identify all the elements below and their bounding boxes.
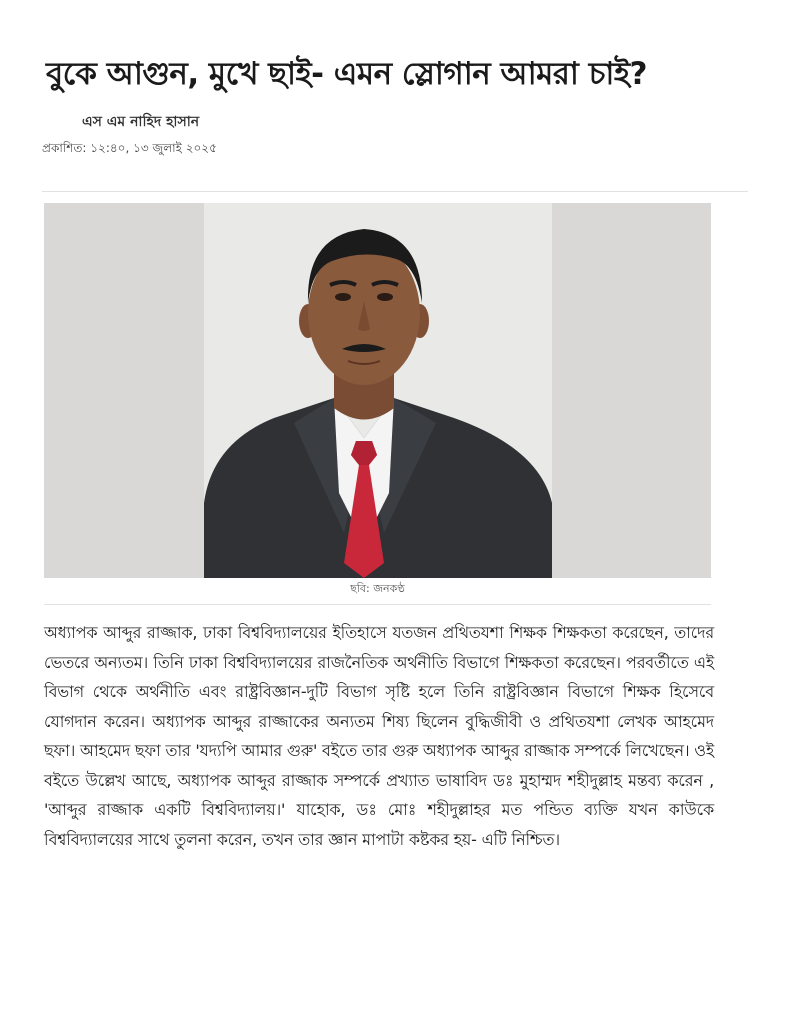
article-headline: বুকে আগুন, মুখে ছাই- এমন স্লোগান আমরা চাই? bbox=[46, 56, 648, 92]
article-photo bbox=[44, 203, 711, 578]
portrait-illustration bbox=[44, 203, 711, 578]
author-name[interactable]: এস এম নাহিদ হাসান bbox=[82, 114, 200, 130]
header-divider bbox=[42, 191, 748, 192]
caption-divider bbox=[44, 604, 711, 605]
photo-caption: ছবি: জনকণ্ঠ bbox=[350, 582, 405, 595]
publish-date: প্রকাশিত: ১২:৪০, ১৩ জুলাই ২০২৫ bbox=[42, 141, 217, 155]
article-body: অধ্যাপক আব্দুর রাজ্জাক, ঢাকা বিশ্ববিদ্যালয়ের ইতিহাসে যতজন প্রথিতযশা শিক্ষক শিক্ষকতা করেছেন, তাদের ভেতরে অন্যতম। তিনি ঢাকা বিশ্ববিদ্যালয়ের রাজনৈতিক অর্থনীতি বিভাগে শিক্ষকতা করেছেন। পরবর্তীতে এই বিভাগ থেকে অর্থনীতি এবং রাষ্ট্রবিজ্ঞান-দুটি বিভাগ সৃষ্টি হলে তিনি রাষ্ট্রবিজ্ঞান বিভাগে শিক্ষক হিসেবে যোগদান করেন। অধ্যাপক আব্দুর রাজ্জাকের অন্যতম শিষ্য ছিলেন বুদ্ধিজীবী ও প্রথিতযশা লেখক আহমেদ ছফা। আহমেদ ছফা তার 'যদ্যপি আমার গুরু' বইতে তার গুরু অধ্যাপক আব্দুর রাজ্জাক সম্পর্কে লিখেছেন। ওই বইতে উল্লেখ আছে, অধ্যাপক আব্দুর রাজ্জাক সম্পর্কে প্রখ্যাত ভাষাবিদ ডঃ মুহাম্মদ শহীদুল্লাহ মন্তব্য করেন , 'আব্দুর রাজ্জাক একটি বিশ্ববিদ্যালয়।' যাহোক, ডঃ মোঃ শহীদুল্লাহর মত পন্ডিত ব্যক্তি যখন কাউকে বিশ্ববিদ্যালয়ের সাথে তুলনা করেন, তখন তার জ্ঞান মাপাটা কষ্টকর হয়- এটি নিশ্চিত। bbox=[44, 623, 714, 849]
